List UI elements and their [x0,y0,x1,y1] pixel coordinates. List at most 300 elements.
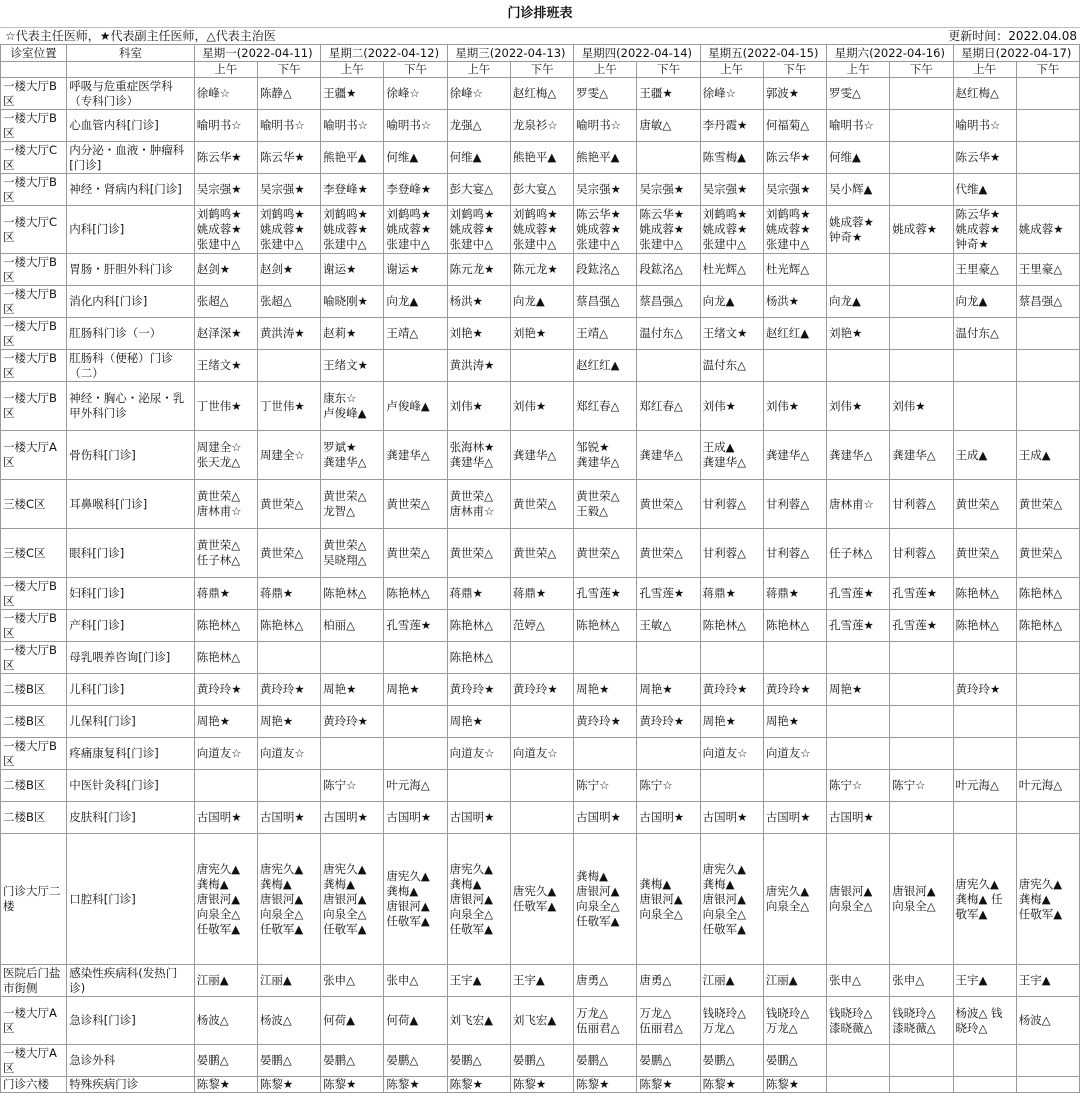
doctor-name: 姚成蓉★ [323,222,368,236]
doctor-cell [574,318,637,350]
doctor-name: 陈云华★ [576,207,621,221]
doctor-cell [574,965,637,997]
doctor-name: 黄玲玲★ [323,714,368,728]
doctor-cell [574,642,637,674]
doctor-cell [447,254,510,286]
doctor-cell [447,431,510,480]
doctor-name: 杨波△ 钱 [955,1005,1003,1020]
doctor-cell [510,350,573,382]
doctor-name: 周艳★ [259,714,294,728]
doctor-cell [890,110,953,142]
doctor-name: 姚成蓉★ [1018,222,1064,236]
doctor-name: 向泉全△ [829,899,873,913]
doctor-name: 段鈜洺△ [576,262,620,276]
doctor-cell [1016,738,1079,770]
doctor-cell [574,706,637,738]
doctor-name: 杜光辉△ [702,262,746,276]
doctor-cell [384,480,447,529]
doctor-name: 刘伟★ [765,398,800,413]
doctor-cell [574,834,637,965]
doctor-name: 江丽▲ [765,973,798,987]
doctor-name: 黄世荣△ [512,545,557,560]
doctor-name: 刘伟★ [829,398,863,413]
doctor-cell [384,318,447,350]
doctor-name: 陈艳林△ [259,618,304,632]
doctor-name: 钱晓玲△ [765,1005,810,1020]
doctor-cell [510,610,573,642]
doctor-name: 任敬军▲ [702,921,746,936]
doctor-name: 段鈜洺△ [639,262,683,276]
doctor-cell [637,706,700,738]
doctor-name: 赵红红▲ [576,358,620,372]
doctor-name: 唐银河▲ [829,884,873,898]
room-location: 一楼大厅B区 [1,350,67,382]
doctor-name: 叶元海△ [955,778,999,792]
table-row [1,529,1080,578]
doctor-cell [194,738,257,770]
doctor-name: 唐银河▲ [196,891,241,906]
table-row [1,142,1080,174]
room-location: 二楼B区 [1,674,67,706]
doctor-cell [447,142,510,174]
doctor-cell [890,1045,953,1077]
doctor-name: 甘利蓉△ [702,545,746,560]
doctor-cell [321,382,384,431]
doctor-name: 古国明★ [386,810,432,824]
header-day: 星期四(2022-04-14) [574,45,700,62]
doctor-cell [1016,770,1079,802]
doctor-name: 刘艳★ [449,326,483,340]
doctor-name: 张建中△ [196,237,241,251]
doctor-name: 唐勇△ [639,973,672,987]
doctor-name: 龙智△ [323,504,356,518]
room-location: 一楼大厅B区 [1,78,67,110]
doctor-name: 向龙▲ [955,294,988,308]
doctor-name: 王绪文★ [702,326,748,340]
doctor-cell [1016,142,1079,174]
doctor-name: 姚成蓉★ [386,222,432,236]
doctor-name: 古国明★ [323,810,368,824]
doctor-name: 姚成蓉★ [955,222,1001,236]
doctor-cell [194,965,257,997]
doctor-cell [321,529,384,578]
doctor-cell [1016,286,1079,318]
doctor-name: 黄世荣△ [386,545,430,560]
doctor-name: 邹锐★ [576,440,610,454]
doctor-cell [257,738,320,770]
doctor-cell [953,286,1016,318]
doctor-cell [890,254,953,286]
doctor-name: 杨波△ [259,1013,292,1027]
doctor-name: 张超△ [259,294,292,308]
doctor-cell [827,350,890,382]
doctor-cell [447,965,510,997]
doctor-name: 王靖△ [386,326,419,340]
department-name: 产科[门诊] [67,610,194,642]
room-location: 三楼C区 [1,529,67,578]
doctor-name: 刘伟★ [702,398,736,413]
doctor-name: 向道友☆ [196,746,242,760]
doctor-cell [321,674,384,706]
doctor-name: 向泉全△ [702,906,746,921]
doctor-name: 黄世荣△ [196,489,241,503]
doctor-name: 唐银河▲ [386,899,430,913]
doctor-name: 张建中△ [259,237,304,251]
doctor-cell [384,706,447,738]
doctor-cell [384,642,447,674]
doctor-name: 刘鹤鸣★ [512,207,558,221]
doctor-cell [637,286,700,318]
doctor-cell [510,642,573,674]
doctor-name: 向道友☆ [449,746,495,760]
department-name: 内分泌・血液・肿瘤科[门诊] [67,142,194,174]
doctor-name: 喻明书☆ [386,118,432,132]
doctor-cell [384,206,447,254]
doctor-cell [1016,174,1079,206]
doctor-cell [637,802,700,834]
doctor-name: 杨洪★ [449,294,483,308]
doctor-cell [447,286,510,318]
doctor-name: 古国明★ [196,810,242,824]
doctor-name: 杜光辉△ [765,262,810,276]
doctor-cell [827,110,890,142]
doctor-name: 张建中△ [576,237,620,251]
doctor-cell [763,610,826,642]
doctor-cell [890,578,953,610]
doctor-cell [890,997,953,1045]
doctor-cell [257,254,320,286]
doctor-name: 王宇▲ [449,973,482,987]
doctor-name: 叶元海△ [1018,778,1063,792]
doctor-cell [574,254,637,286]
doctor-cell [827,318,890,350]
doctor-name: 李丹霞★ [702,118,748,132]
table-row [1,610,1080,642]
doctor-name: 孔雪莲★ [892,618,938,632]
doctor-cell [384,738,447,770]
doctor-cell [763,997,826,1045]
doctor-cell [257,1077,320,1093]
doctor-cell [700,286,763,318]
doctor-cell [384,350,447,382]
doctor-name: 刘鹤鸣★ [386,207,432,221]
doctor-cell [574,174,637,206]
doctor-name: 丁世伟★ [196,398,242,413]
doctor-cell [447,174,510,206]
doctor-cell [1016,431,1079,480]
doctor-name: 唐勇△ [576,973,608,987]
doctor-cell [700,480,763,529]
doctor-cell [194,286,257,318]
doctor-cell [510,770,573,802]
doctor-name: 赵红红▲ [765,326,810,340]
doctor-name: 卢俊峰▲ [386,398,430,413]
doctor-cell [447,350,510,382]
doctor-cell [637,431,700,480]
doctor-name: 陈黎★ [702,1077,736,1091]
doctor-name: 李登峰★ [323,182,368,196]
doctor-cell [510,78,573,110]
doctor-cell [953,142,1016,174]
doctor-name: 丁世伟★ [259,398,305,413]
doctor-cell [447,610,510,642]
doctor-cell [827,1077,890,1093]
doctor-cell [890,350,953,382]
doctor-cell [700,529,763,578]
doctor-cell [447,529,510,578]
info-bar [0,27,1080,44]
department-name: 口腔科[门诊] [67,834,194,965]
doctor-name: 郑红春△ [576,398,620,413]
doctor-name: 陈云华★ [259,150,305,164]
doctor-name: 刘艳★ [512,326,547,340]
table-row [1,642,1080,674]
doctor-cell [763,834,826,965]
doctor-name: 唐林甫☆ [196,504,242,518]
doctor-cell [384,382,447,431]
doctor-cell [1016,529,1079,578]
doctor-name: 陈元龙★ [512,262,558,276]
doctor-name: 周艳★ [576,682,610,696]
doctor-name: 唐宪久▲ [323,861,367,876]
doctor-cell [447,706,510,738]
doctor-cell [700,738,763,770]
doctor-cell [384,254,447,286]
department-name: 呼吸与危重症医学科（专科门诊） [67,78,194,110]
doctor-cell [447,738,510,770]
doctor-cell [194,350,257,382]
doctor-name: 蒋鼎★ [765,586,800,600]
doctor-name: 温付东△ [955,326,999,340]
doctor-name: 陈艳林△ [1018,586,1063,600]
doctor-cell [194,770,257,802]
doctor-name: 陈艳林△ [449,618,493,632]
doctor-cell [700,318,763,350]
header-am: 上午 [700,62,763,78]
header-spacer [67,62,194,78]
doctor-cell [384,674,447,706]
room-location: 一楼大厅B区 [1,578,67,610]
doctor-cell [827,738,890,770]
doctor-cell [257,142,320,174]
department-name: 母乳喂养咨询[门诊] [67,642,194,674]
doctor-cell [700,706,763,738]
doctor-name: 敬军▲ [955,906,988,921]
doctor-name: 任敬军▲ [576,914,620,928]
doctor-name: 周艳★ [449,714,483,728]
doctor-cell [574,110,637,142]
doctor-cell [827,802,890,834]
doctor-cell [763,578,826,610]
doctor-cell [700,174,763,206]
doctor-name: 吴宗强★ [576,182,621,196]
doctor-cell [763,382,826,431]
doctor-name: 古国明★ [829,810,874,824]
doctor-name: 孔雪莲★ [829,618,874,632]
doctor-cell [574,78,637,110]
doctor-cell [890,770,953,802]
room-location: 一楼大厅B区 [1,254,67,286]
doctor-name: 谢运★ [323,262,357,276]
doctor-name: 刘鹤鸣★ [702,207,748,221]
doctor-cell [637,738,700,770]
doctor-cell [763,480,826,529]
doctor-name: 晏鹏△ [323,1053,356,1067]
department-name: 妇科[门诊] [67,578,194,610]
doctor-cell [890,642,953,674]
doctor-cell [321,997,384,1045]
doctor-name: 张建中△ [386,237,430,251]
doctor-name: 吴宗强★ [765,182,811,196]
doctor-cell [321,254,384,286]
doctor-cell [953,738,1016,770]
doctor-name: 江丽▲ [196,973,229,987]
doctor-name: 万龙△ [639,1005,672,1020]
doctor-name: 刘伟★ [512,398,547,413]
doctor-cell [321,578,384,610]
table-row [1,78,1080,110]
doctor-cell [827,1045,890,1077]
doctor-cell [637,318,700,350]
doctor-cell [194,78,257,110]
doctor-cell [257,350,320,382]
doctor-name: 黄世荣△ [576,545,620,560]
table-row [1,674,1080,706]
header-am: 上午 [321,62,384,78]
doctor-cell [890,610,953,642]
doctor-name: 喻明书☆ [196,118,242,132]
doctor-name: 孔雪莲★ [892,586,938,600]
doctor-cell [574,674,637,706]
doctor-name: 陈艳林△ [1018,618,1063,632]
doctor-cell [763,1045,826,1077]
doctor-cell [763,802,826,834]
doctor-cell [321,110,384,142]
doctor-name: 刘鹤鸣★ [259,207,305,221]
doctor-name: 晏鹏△ [196,1053,229,1067]
doctor-name: 黄世荣△ [1018,496,1063,511]
doctor-cell [953,206,1016,254]
doctor-name: 龚梅▲ [259,876,292,891]
doctor-name: 姚成蓉★ [639,222,685,236]
doctor-name: 王里豪△ [1018,262,1063,276]
doctor-name: 何维▲ [386,150,419,164]
doctor-cell [321,706,384,738]
department-name: 急诊外科 [67,1045,194,1077]
doctor-cell [321,431,384,480]
doctor-name: 喻晓刚★ [323,294,368,308]
doctor-name: 李登峰★ [386,182,432,196]
doctor-cell [257,674,320,706]
doctor-cell [257,382,320,431]
doctor-name: 古国明★ [702,810,748,824]
doctor-name: 唐宪久▲ [259,861,304,876]
department-name: 肛肠科（便秘）门诊（二） [67,350,194,382]
doctor-name: 陈云华★ [196,150,242,164]
doctor-name: 陈艳林△ [576,618,620,632]
doctor-name: 黄玲玲★ [702,682,748,696]
doctor-name: 龚建华△ [892,447,936,462]
doctor-cell [574,738,637,770]
doctor-name: 赵红梅△ [955,86,999,100]
doctor-cell [510,706,573,738]
doctor-name: 晓玲△ [955,1020,988,1035]
header-spacer [1,62,67,78]
doctor-name: 王疆★ [639,86,673,100]
header-am: 上午 [447,62,510,78]
doctor-cell [637,610,700,642]
doctor-name: 黄世荣△ [1018,545,1063,560]
doctor-name: 万龙△ [702,1020,735,1035]
doctor-name: 蔡昌强△ [576,294,620,308]
doctor-name: 陈宁☆ [892,778,926,792]
doctor-cell [953,382,1016,431]
table-row [1,738,1080,770]
doctor-cell [890,834,953,965]
doctor-cell [1016,578,1079,610]
doctor-name: 张申△ [386,973,419,987]
doctor-cell [763,738,826,770]
doctor-cell [637,350,700,382]
doctor-name: 陈云华★ [765,150,811,164]
doctor-cell [384,431,447,480]
doctor-name: 孔雪莲★ [639,586,685,600]
doctor-cell [827,206,890,254]
header-pm: 下午 [637,62,700,78]
doctor-cell [890,738,953,770]
doctor-name: 向泉全△ [639,906,683,921]
doctor-cell [574,431,637,480]
table-row [1,110,1080,142]
doctor-name: 黄世荣△ [955,545,999,560]
table-row [1,997,1080,1045]
doctor-name: 陈黎★ [259,1077,294,1091]
doctor-name: 喻明书☆ [259,118,305,132]
doctor-name: 钟奇★ [955,237,989,251]
doctor-name: 向泉全△ [765,899,810,913]
doctor-name: 何维▲ [449,150,482,164]
doctor-cell [890,965,953,997]
doctor-name: 任子林△ [829,545,873,560]
doctor-cell [953,529,1016,578]
department-name: 皮肤科[门诊] [67,802,194,834]
doctor-cell [700,578,763,610]
doctor-cell [700,110,763,142]
room-location: 一楼大厅A区 [1,1045,67,1077]
room-location: 门诊六楼 [1,1077,67,1093]
doctor-name: 晏鹏△ [702,1053,735,1067]
doctor-cell [384,578,447,610]
doctor-name: 陈艳林△ [386,586,430,600]
doctor-cell [700,142,763,174]
doctor-name: 徐峰☆ [196,86,231,100]
doctor-cell [763,78,826,110]
doctor-name: 陈黎★ [512,1077,547,1091]
doctor-name: 周艳★ [323,682,357,696]
doctor-name: 唐宪久▲ [512,884,557,898]
doctor-cell [953,431,1016,480]
doctor-name: 孔雪莲★ [386,618,432,632]
doctor-cell [637,174,700,206]
doctor-cell [194,674,257,706]
doctor-name: 王绪文★ [196,358,242,372]
department-name: 中医针灸科[门诊] [67,770,194,802]
table-row [1,286,1080,318]
doctor-cell [700,674,763,706]
department-name: 疼痛康复科[门诊] [67,738,194,770]
doctor-cell [384,770,447,802]
doctor-cell [510,834,573,965]
